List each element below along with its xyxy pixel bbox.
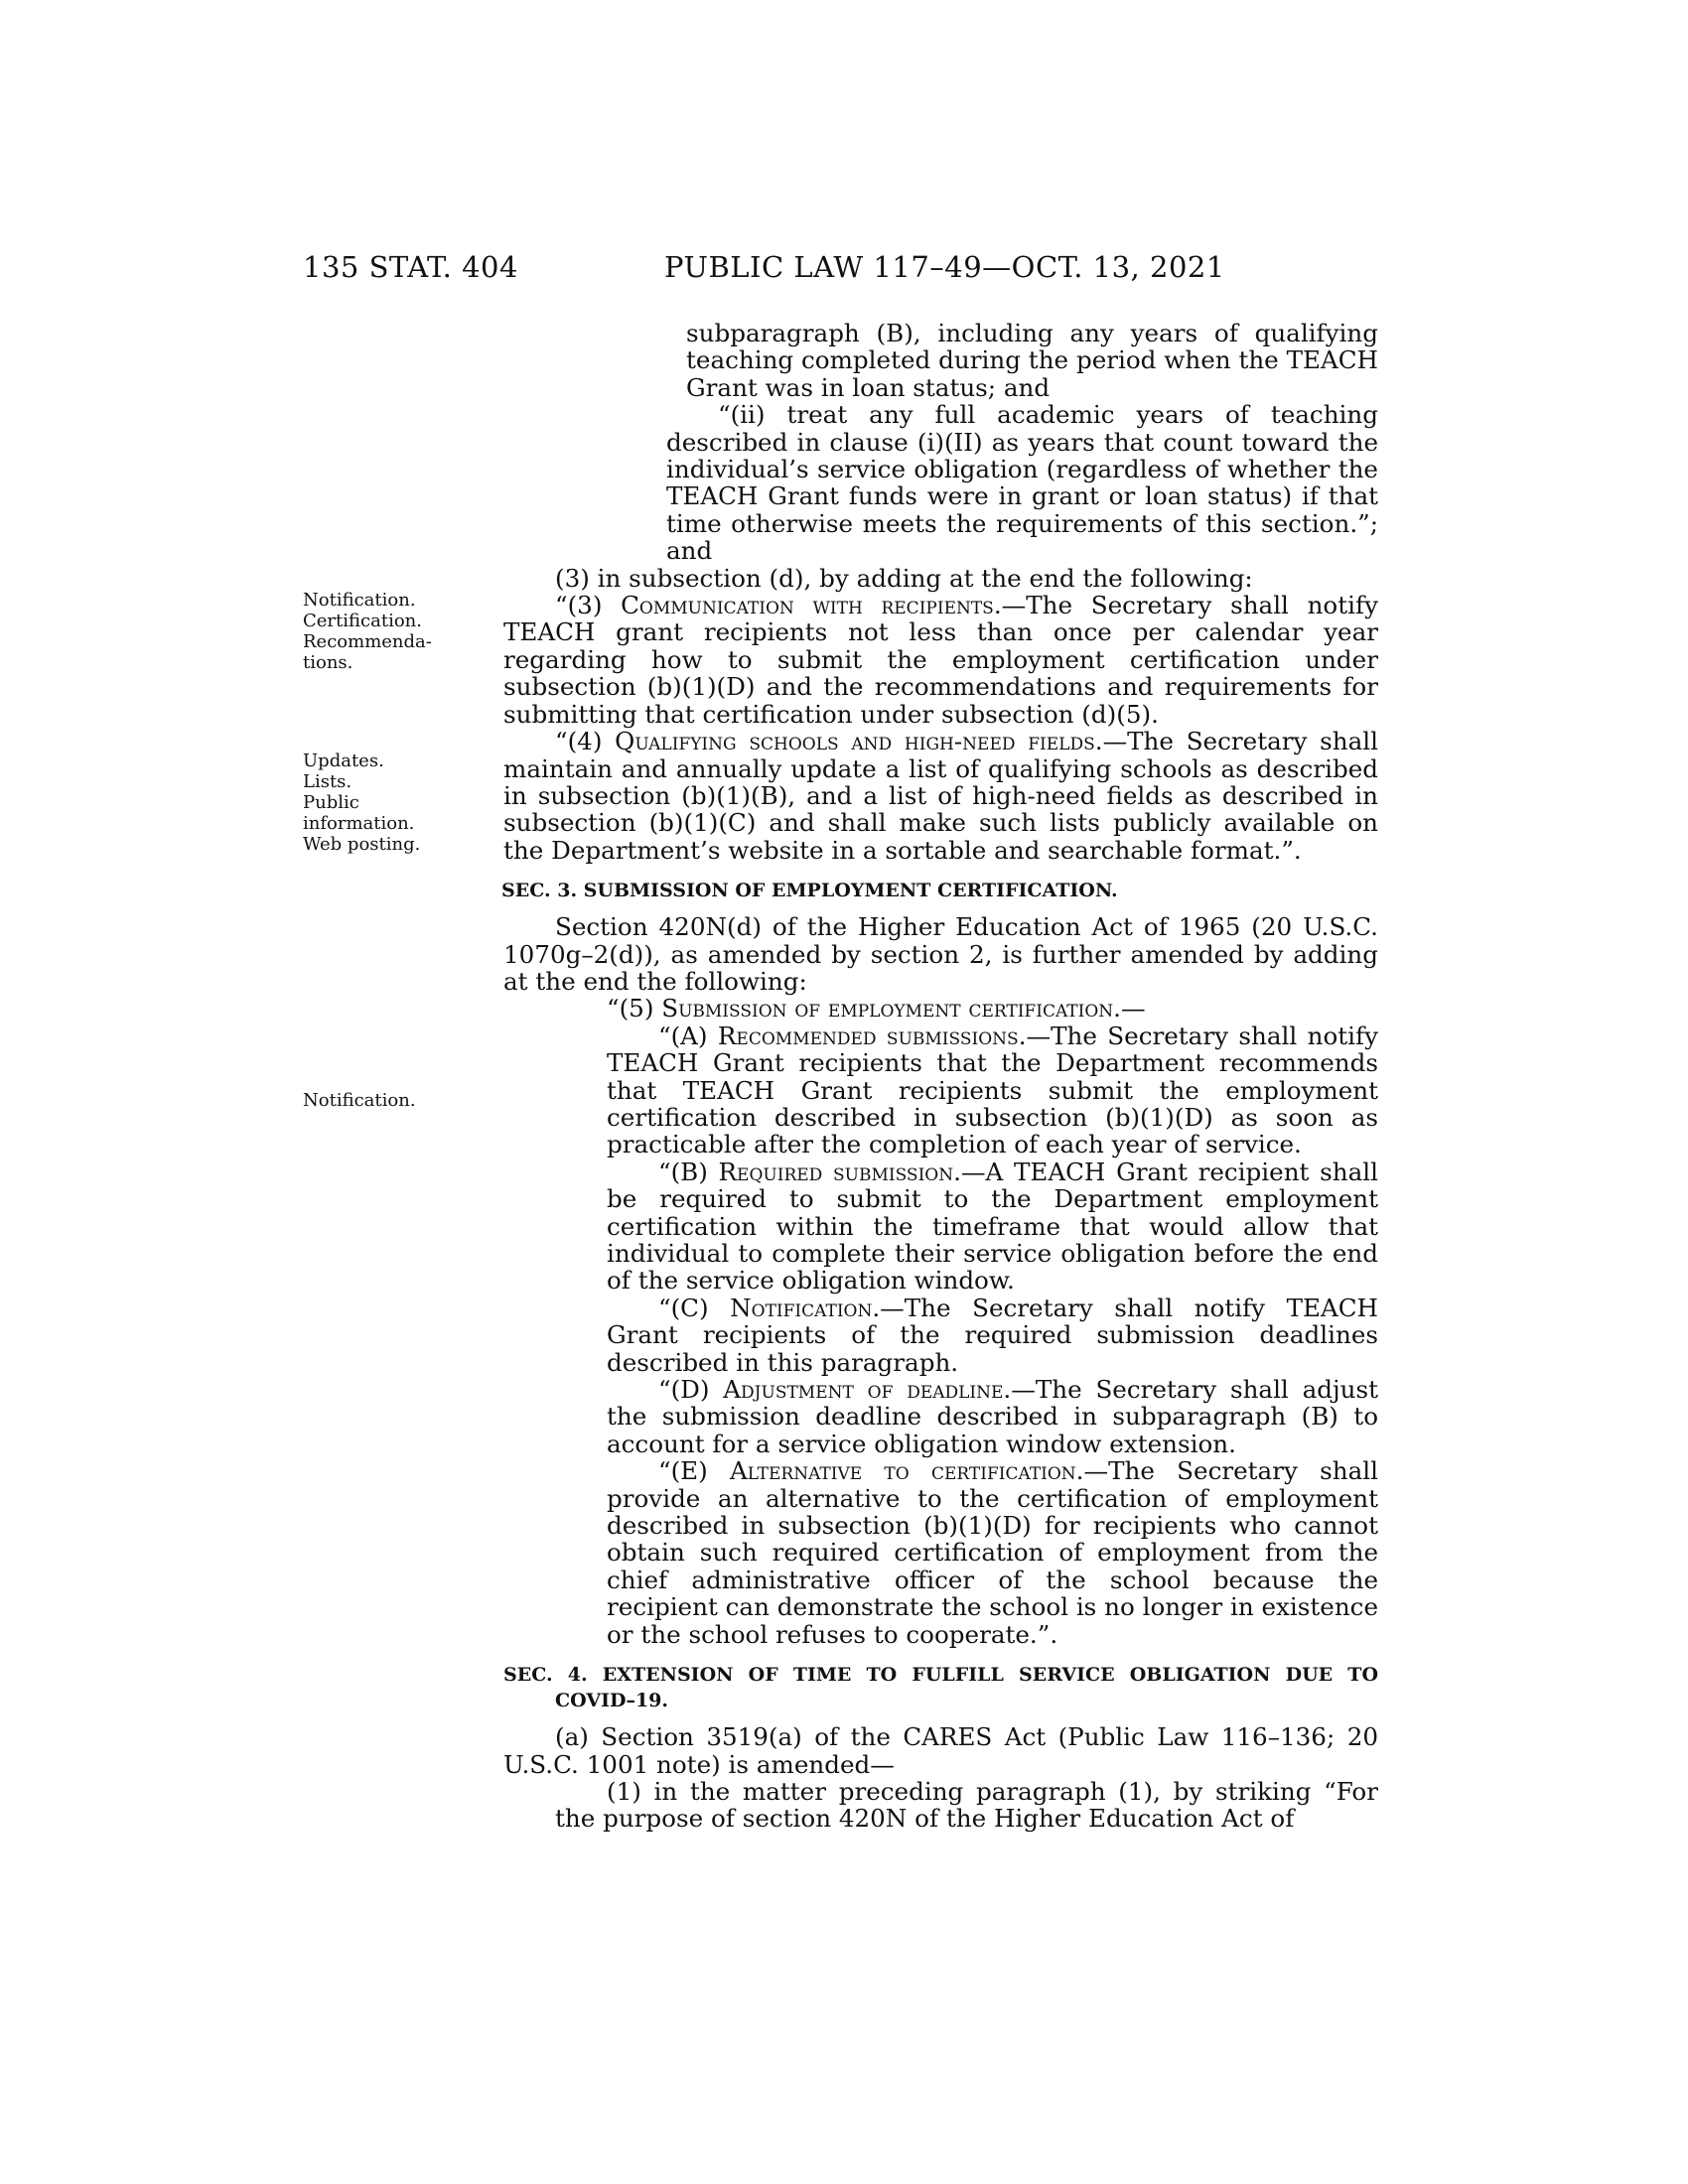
paragraph-text: —The Secretary shall adjust the submission deadline described in subparagraph (B) to account for a service obligation window extension.	[607, 1375, 1378, 1458]
section-3-text: Section 420N(d) of the Higher Education Act of 1965 (20 U.S.C. 1070g–2(d)), as amended by section 2, is further amended by adding at the end the following:	[503, 912, 1378, 996]
paragraph-heading: “(3) Communication with recipients.	[555, 591, 1002, 620]
paragraph-heading: “(D) Adjustment of deadline.	[658, 1375, 1012, 1405]
margin-note: Notification.	[303, 590, 416, 611]
subparagraph-e	[503, 1457, 1378, 1648]
margin-note: Lists.	[303, 771, 352, 792]
paragraph-text: —The Secretary shall notify TEACH Grant recipients of the required submission deadlines described in this paragraph.	[607, 1293, 1378, 1377]
paragraph-text: —The Secretary shall notify TEACH Grant recipients that the Department recommends that TEACH Grant recipients submit the employment certification described in subsection (b)(1)(D) as soon as practicable after the completion of each year of service.	[607, 1021, 1378, 1160]
subparagraph-c	[503, 1295, 1378, 1376]
section-4-paragraph-1: (1) in the matter preceding paragraph (1), by striking “For the purpose of section 420N of the Higher Education Act of	[555, 1776, 1378, 1834]
subparagraph-d	[503, 1376, 1378, 1457]
margin-note-group-3	[303, 1090, 452, 1111]
section-4-subsection-a: (a) Section 3519(a) of the CARES Act (Public Law 116–136; 20 U.S.C. 1001 note) is amended—	[503, 1722, 1378, 1779]
paragraph-heading: “(A) Recommended submissions.	[658, 1021, 1027, 1050]
subparagraph-a	[503, 1023, 1378, 1159]
paragraph-heading: “(E) Alternative to certification.	[658, 1456, 1084, 1486]
public-law-title: PUBLIC LAW 117–49—OCT. 13, 2021	[664, 250, 1225, 284]
body-text	[503, 320, 1378, 1833]
paragraph-3: (3) in subsection (d), by adding at the end the following:	[555, 563, 1253, 593]
margin-note: tions.	[303, 652, 353, 673]
section-3-title: SEC. 3. SUBMISSION OF EMPLOYMENT CERTIFICATION.	[501, 880, 1118, 902]
margin-note: Updates.	[303, 751, 384, 771]
section-4-title: SEC. 4. EXTENSION OF TIME TO FULFILL SERVICE OBLIGATION DUE TO COVID–19.	[503, 1664, 1378, 1712]
page-header	[303, 250, 1380, 290]
margin-note: Web posting.	[303, 834, 421, 855]
margin-note: Recommenda-	[303, 631, 432, 652]
margin-note: Certification.	[303, 611, 422, 631]
statute-page-number: 135 STAT. 404	[303, 250, 518, 284]
paragraph-5-heading: “(5) Submission of employment certification.—	[607, 994, 1146, 1024]
paragraph-communication-with-recipients	[503, 592, 1378, 728]
paragraph-heading: “(C) Notification.	[658, 1293, 881, 1322]
margin-note-group-1	[303, 590, 452, 673]
clause-ii: “(ii) treat any full academic years of teaching described in clause (i)(II) as years that count toward the individual’s service obligation (regardless of whether the TEACH Grant funds were in grant or loan status) if that time otherwise meets the requirements of this section.”; and	[666, 400, 1378, 566]
margin-note: Public	[303, 792, 359, 813]
subparagraph-b	[503, 1159, 1378, 1295]
paragraph-continuation: subparagraph (B), including any years of qualifying teaching completed during the period when the TEACH Grant was in loan status; and	[686, 319, 1378, 402]
paragraph-text: —The Secretary shall notify TEACH grant recipients not less than once per calendar year regarding how to submit the employment certification under subsection (b)(1)(D) and the recommendations and requirements for submitting that certification under subsection (d)(5).	[503, 591, 1378, 729]
paragraph-heading: “(4) Qualifying schools and high-need fields.	[555, 727, 1103, 756]
paragraph-text: —The Secretary shall provide an alternative to the certification of employment described in subsection (b)(1)(D) for recipients who cannot obtain such required certification of employment from the chief administrative officer of the school because the recipient can demonstrate the school is no longer in existence or the school refuses to cooperate.”.	[607, 1456, 1379, 1649]
paragraph-text: —The Secretary shall maintain and annually update a list of qualifying schools as described in subsection (b)(1)(B), and a list of high-need fields as described in subsection (b)(1)(C) and shall make such lists publicly available on the Department’s website in a sortable and searchable format.”.	[503, 727, 1378, 865]
paragraph-text: —A TEACH Grant recipient shall be required to submit to the Department employment certification within the timeframe that would allow that individual to complete their service obligation before the end of the service obligation window.	[607, 1157, 1378, 1296]
margin-note: information.	[303, 813, 415, 834]
paragraph-heading: “(B) Required submission.	[658, 1157, 961, 1186]
margin-note-group-2	[303, 751, 452, 855]
margin-note: Notification.	[303, 1090, 416, 1111]
paragraph-qualifying-schools	[503, 728, 1378, 864]
